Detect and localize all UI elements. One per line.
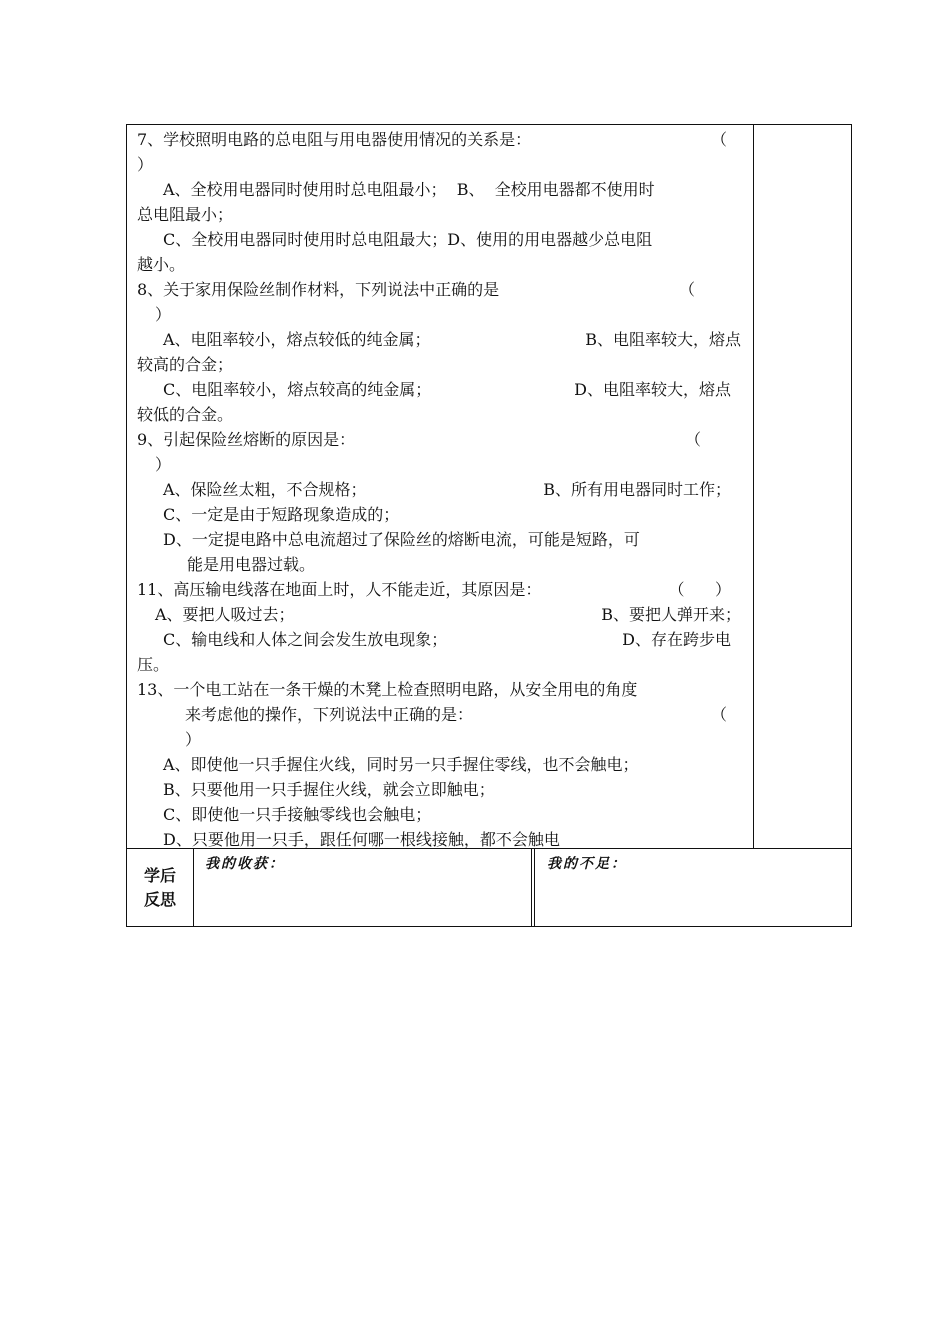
reflection-label: [127, 849, 194, 926]
question-8-text: 8、关于家用保险丝制作材料，下列说法中正确的是: [137, 280, 500, 299]
questions-content: [137, 127, 741, 852]
question-13-option-b: B、只要他用一只手握住火线，就会立即触电；: [163, 780, 495, 799]
question-8-option-cd-cont: 较低的合金。: [137, 405, 234, 424]
my-gains-title: 我的收获：: [205, 856, 285, 872]
question-8-option-ab-cont: 较高的合金；: [137, 355, 234, 374]
my-shortcomings-title: 我的不足：: [547, 856, 627, 872]
option-d: D、电阻率较大，熔点: [574, 380, 731, 399]
question-7-option-cd-cont: 越小。: [137, 255, 186, 274]
question-11-stem: [137, 577, 741, 602]
question-8-option-cd: [137, 377, 741, 402]
question-9-text: 9、引起保险丝熔断的原因是：: [137, 430, 356, 449]
question-9-stem: [137, 427, 741, 452]
question-7-option-ab: A、全校用电器同时使用时总电阻最小； B、 全校用电器都不使用时: [163, 180, 655, 199]
option-b: B、所有用电器同时工作；: [543, 480, 731, 499]
question-8-option-ab: [137, 327, 741, 352]
option-b: B、要把人弹开来；: [601, 605, 741, 624]
question-7-text: 7、学校照明电路的总电阻与用电器使用情况的关系是：: [137, 130, 532, 149]
question-11-text: 11、高压输电线落在地面上时，人不能走近，其原因是：: [137, 580, 542, 599]
question-9-option-c: C、一定是由于短路现象造成的；: [163, 505, 400, 524]
questions-cell: [126, 124, 753, 848]
question-13-option-a: A、即使他一只手握住火线，同时另一只手握住零线，也不会触电；: [163, 755, 639, 774]
notes-column: [753, 124, 852, 848]
option-c: C、电阻率较小，熔点较高的纯金属；: [163, 380, 432, 399]
question-13-stem: 13、一个电工站在一条干燥的木凳上检查照明电路，从安全用电的角度: [137, 680, 638, 699]
option-c: C、输电线和人体之间会发生放电现象；: [163, 630, 448, 649]
option-d: D、存在跨步电: [622, 630, 731, 649]
option-a: A、保险丝太粗，不合规格；: [163, 480, 367, 499]
answer-paren-open: （: [710, 705, 727, 724]
my-shortcomings-field[interactable]: [535, 849, 853, 926]
reflection-row: [126, 848, 852, 927]
worksheet-table: [126, 124, 852, 927]
answer-paren: （ ）: [668, 580, 731, 599]
question-9-option-ab: [137, 477, 741, 502]
answer-paren-open: （: [684, 430, 701, 449]
answer-paren-open: （: [678, 280, 695, 299]
answer-paren-close: ）: [185, 730, 202, 749]
option-b: B、电阻率较大，熔点: [585, 330, 741, 349]
question-8-stem: [137, 277, 741, 302]
question-11-option-cd: [137, 627, 741, 652]
question-13-option-d: D、只要他用一只手，跟任何哪一根线接触，都不会触电: [163, 830, 560, 849]
option-a: A、电阻率较小，熔点较低的纯金属；: [163, 330, 431, 349]
question-7-stem: [137, 127, 741, 152]
question-11-option-d-cont: 压。: [137, 655, 170, 674]
answer-paren-close: ）: [155, 305, 172, 324]
question-7-option-cd: C、全校用电器同时使用时总电阻最大；D、使用的用电器越少总电阻: [163, 230, 653, 249]
question-11-option-ab: [137, 602, 741, 627]
my-gains-field[interactable]: [193, 849, 535, 926]
reflection-label-line1: 学后: [143, 865, 176, 885]
question-13-option-c: C、即使他一只手接触零线也会触电；: [163, 805, 432, 824]
answer-paren-open: （: [710, 130, 727, 149]
question-13-stem-cont: [137, 702, 741, 727]
question-7-option-ab-cont: 总电阻最小；: [137, 205, 234, 224]
reflection-label-line2: 反思: [143, 889, 176, 909]
question-9-option-d-cont: 能是用电器过载。: [187, 555, 316, 574]
question-13-text: 来考虑他的操作，下列说法中正确的是：: [185, 705, 474, 724]
option-a: A、要把人吸过去；: [155, 605, 295, 624]
question-9-option-d: D、一定提电路中总电流超过了保险丝的熔断电流，可能是短路，可: [163, 530, 640, 549]
answer-paren-close: ）: [137, 155, 154, 174]
answer-paren-close: ）: [155, 455, 172, 474]
